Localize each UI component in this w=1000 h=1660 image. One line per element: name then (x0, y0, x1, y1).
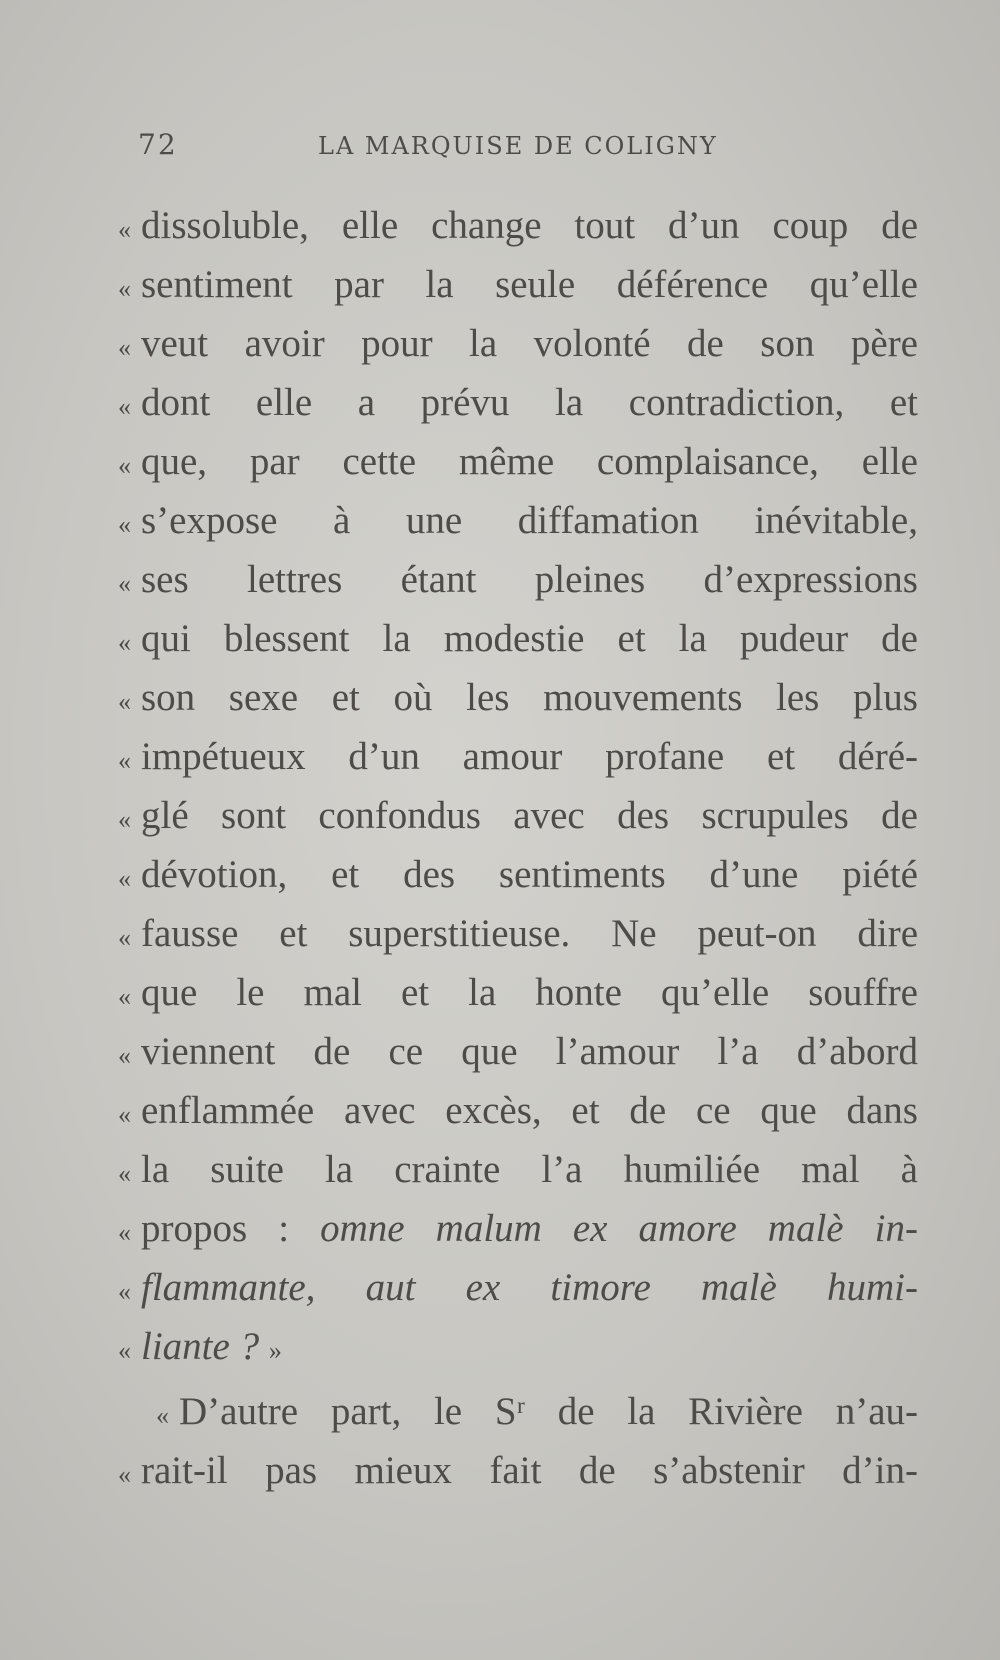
closing-quote-mark: » (268, 1336, 282, 1365)
quote-mark: « (118, 864, 131, 893)
quote-mark: « (118, 687, 131, 716)
text-line (118, 550, 918, 609)
line-text: dissoluble, elle change tout d’un coup de (141, 204, 918, 247)
text-line (118, 196, 918, 255)
text-line (118, 373, 918, 432)
quote-mark: « (118, 569, 131, 598)
page-header (138, 128, 758, 168)
line-text: s’expose à une diffamation inévitable, (141, 499, 918, 542)
text-line (118, 786, 918, 845)
text-line (118, 904, 918, 963)
text-line (118, 432, 918, 491)
text-line (118, 963, 918, 1022)
line-text: D’autre part, le Sʳ de la Rivière n’au- (179, 1390, 918, 1433)
quote-mark: « (118, 746, 131, 775)
line-text: la suite la crainte l’a humiliée mal à (141, 1148, 918, 1191)
text-line (118, 668, 918, 727)
text-line (118, 1317, 918, 1376)
text-line (118, 314, 918, 373)
quote-mark: « (118, 1159, 131, 1188)
text-line (118, 1258, 918, 1317)
text-line (118, 1382, 918, 1441)
quote-mark: « (118, 392, 131, 421)
text-line (118, 1022, 918, 1081)
line-text: propos : (141, 1207, 290, 1250)
line-text: enflammée avec excès, et de ce que dans (141, 1089, 918, 1132)
text-line (118, 1199, 918, 1258)
body-text (118, 196, 918, 1500)
line-text: impétueux d’un amour profane et déré- (141, 735, 918, 778)
quote-mark: « (118, 333, 131, 362)
latin-quote: flammante, aut ex timore malè humi- (141, 1266, 918, 1309)
line-text: dévotion, et des sentiments d’une piété (141, 853, 918, 896)
text-line (118, 255, 918, 314)
running-title: LA MARQUISE DE COLIGNY (318, 132, 718, 160)
text-line (118, 1140, 918, 1199)
line-text: fausse et superstitieuse. Ne peut-on dire (141, 912, 918, 955)
latin-quote: liante ? (141, 1325, 260, 1368)
page-number: 72 (138, 128, 178, 161)
line-text: que, par cette même complaisance, elle (141, 440, 918, 483)
text-line (118, 845, 918, 904)
line-text: sentiment par la seule déférence qu’elle (141, 263, 918, 306)
quote-mark: « (118, 982, 131, 1011)
text-line (118, 1441, 918, 1500)
quote-mark: « (118, 1336, 131, 1365)
line-text: son sexe et où les mouvements les plus (141, 676, 918, 719)
line-text: dont elle a prévu la contradiction, et (141, 381, 918, 424)
text-line (118, 727, 918, 786)
quote-mark: « (156, 1401, 169, 1430)
quote-mark: « (118, 1460, 131, 1489)
line-text: viennent de ce que l’amour l’a d’abord (141, 1030, 918, 1073)
text-line (118, 1081, 918, 1140)
text-line (118, 609, 918, 668)
line-text: que le mal et la honte qu’elle souffre (141, 971, 918, 1014)
quote-mark: « (118, 1218, 131, 1247)
quote-mark: « (118, 1100, 131, 1129)
text-line (118, 491, 918, 550)
quote-mark: « (118, 923, 131, 952)
line-text: ses lettres étant pleines d’expressions (141, 558, 918, 601)
quote-mark: « (118, 451, 131, 480)
quote-mark: « (118, 510, 131, 539)
quote-mark: « (118, 215, 131, 244)
quote-mark: « (118, 628, 131, 657)
line-text: rait-il pas mieux fait de s’abstenir d’in- (141, 1449, 918, 1492)
line-text: qui blessent la modestie et la pudeur de (141, 617, 918, 660)
quote-mark: « (118, 274, 131, 303)
line-text: glé sont confondus avec des scrupules de (141, 794, 918, 837)
latin-quote: omne malum ex amore malè in- (320, 1207, 919, 1250)
quote-mark: « (118, 805, 131, 834)
line-text: veut avoir pour la volonté de son père (141, 322, 918, 365)
quote-mark: « (118, 1041, 131, 1070)
quote-mark: « (118, 1277, 131, 1306)
